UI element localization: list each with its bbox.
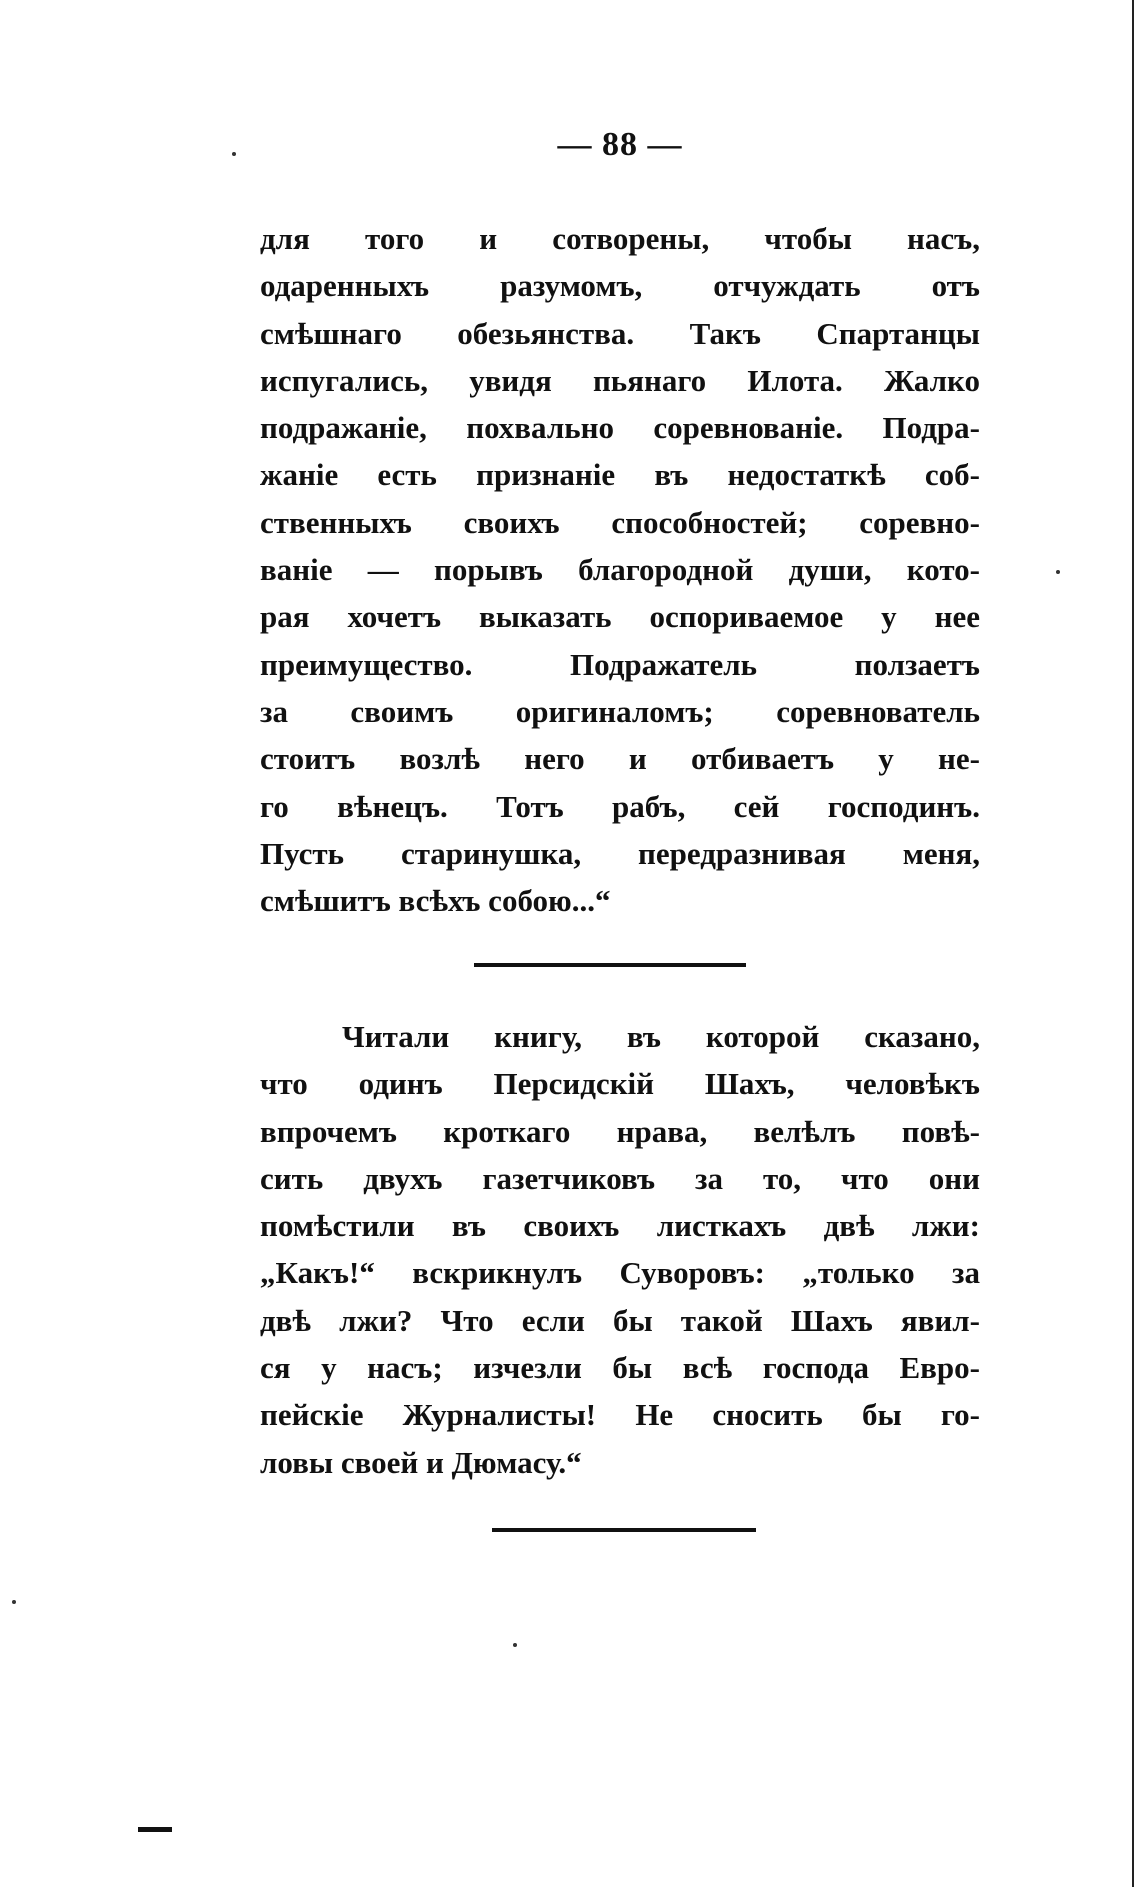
passage-2 bbox=[260, 1013, 980, 1486]
text-line: одаренныхъ разумомъ, отчуждать отъ bbox=[260, 268, 980, 304]
text-line: рая хочетъ выказать оспориваемое у нее bbox=[260, 599, 980, 635]
text-line: Пусть старинушка, передразнивая меня, bbox=[260, 835, 980, 871]
scan-speck bbox=[1056, 570, 1060, 574]
text-line: сить двухъ газетчиковъ за то, что они bbox=[260, 1160, 980, 1196]
text-line: смѣшнаго обезьянства. Такъ Спартанцы bbox=[260, 315, 980, 351]
scan-speck bbox=[232, 152, 236, 156]
text-line: преимущество. Подражатель ползаетъ bbox=[260, 646, 980, 682]
text-line: для того и сотворены, чтобы насъ, bbox=[260, 221, 980, 256]
text-line: пейскіе Журналисты! Не сносить бы го- bbox=[260, 1397, 980, 1433]
text-line: „Какъ!“ вскрикнулъ Суворовъ: „только за bbox=[260, 1255, 980, 1291]
text-line: что одинъ Персидскій Шахъ, человѣкъ bbox=[260, 1066, 980, 1102]
passage-1 bbox=[260, 215, 980, 924]
page-edge-line bbox=[1132, 0, 1134, 1887]
page-number: — 88 — bbox=[557, 126, 683, 163]
text-line: ся у насъ; изчезли бы всѣ господа Евро- bbox=[260, 1350, 980, 1386]
text-line: смѣшитъ всѣхъ собою...“ bbox=[260, 883, 611, 919]
text-line: помѣстили въ своихъ листкахъ двѣ лжи: bbox=[260, 1208, 980, 1244]
scan-speck bbox=[513, 1643, 517, 1647]
scan-speck bbox=[12, 1600, 16, 1604]
text-line: жаніе есть признаніе въ недостаткѣ соб- bbox=[260, 457, 980, 493]
text-line: ственныхъ своихъ способностей; соревно- bbox=[260, 504, 980, 540]
text-line: стоитъ возлѣ него и отбиваетъ у не- bbox=[260, 741, 980, 777]
text-line: ваніе — порывъ благородной души, кото- bbox=[260, 552, 980, 588]
text-line: двѣ лжи? Что если бы такой Шахъ явил- bbox=[260, 1302, 980, 1338]
text-line: подражаніе, похвально соревнованіе. Подра- bbox=[260, 410, 980, 446]
text-line: испугались, увидя пьянаго Илота. Жалко bbox=[260, 362, 980, 398]
text-line: ловы своей и Дюмасу.“ bbox=[260, 1444, 582, 1480]
text-line: за своимъ оригиналомъ; соревнователь bbox=[260, 693, 980, 729]
text-line: го вѣнецъ. Тотъ рабъ, сей господинъ. bbox=[260, 788, 980, 824]
section-divider bbox=[492, 1528, 756, 1532]
text-line: впрочемъ кроткаго нрава, велѣлъ повѣ- bbox=[260, 1113, 980, 1149]
section-divider bbox=[474, 963, 746, 967]
margin-mark bbox=[138, 1827, 172, 1832]
text-line: Читали книгу, въ которой сказано, bbox=[342, 1019, 980, 1054]
